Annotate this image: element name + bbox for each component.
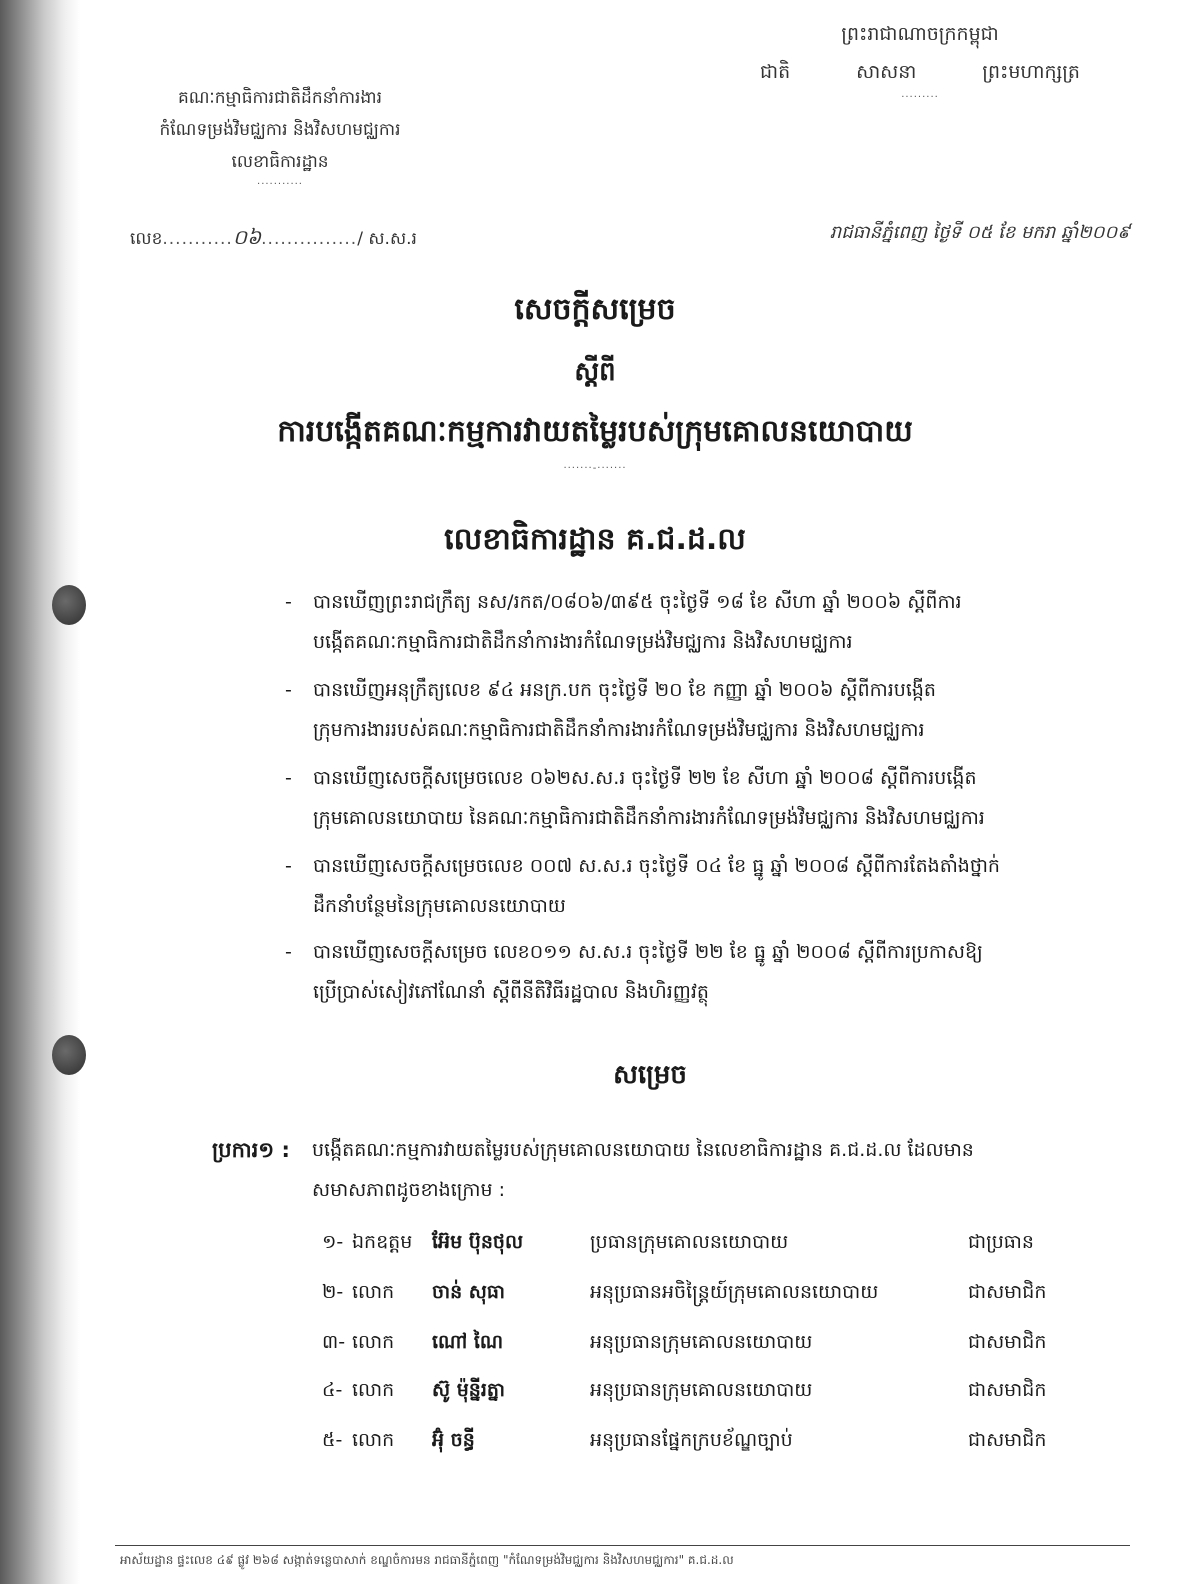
member-position: អនុប្រធានផ្នែកក្របខ័ណ្ឌច្បាប់ (590, 1429, 793, 1451)
member-title: លោក (352, 1281, 395, 1303)
decides-heading: សម្រេច (613, 1060, 687, 1090)
consideration-5: - បានឃើញសេចក្តីសម្រេច លេខ០១១ ស.ស.រ ចុះថ្ងៃទី ២២ ខែ ធ្នូ ឆ្នាំ ២០០៨ ស្តីពីការប្រកាសឱ្យ ប្រើប្រាស់សៀវភៅណែនាំ ស្តីពីនីតិវិធីរដ្ឋបាល និងហិរញ្ញវត្ថុ (285, 941, 983, 1003)
member-title: លោក (352, 1429, 395, 1451)
date-line: រាជធានីភ្នំពេញ ថ្ងៃទី ០៥ ខែ មករា ឆ្នាំ២០០៩ (829, 222, 1130, 243)
member-name: ស៊ូ ម៉ុន្នីរត្នា (432, 1379, 505, 1401)
motto-nation: ជាតិ (760, 61, 791, 83)
member-role: ជាសមាជិក (968, 1379, 1047, 1401)
member-title: លោក (352, 1379, 395, 1401)
member-number: ៤- (322, 1379, 343, 1401)
reference-label: លេខ (130, 229, 163, 249)
decision-subject: ការបង្កើតគណៈកម្មការវាយតម្លៃរបស់ក្រុមគោលនយោបាយ (277, 414, 913, 449)
motto-divider: ········· (901, 92, 939, 103)
consideration-1: - បានឃើញព្រះរាជក្រឹត្យ នស/រកត/០៨០៦/៣៩៥ ចុះថ្ងៃទី ១៨ ខែ សីហា ឆ្នាំ ២០០៦ ស្តីពីការ បង្កើតគណៈកម្មាធិការជាតិដឹកនាំការងារកំណែទម្រង់វិមជ្ឈការ និងវិសហមជ្ឈការ (285, 591, 962, 653)
member-position: អនុប្រធានអចិន្ត្រៃយ៍ក្រុមគោលនយោបាយ (590, 1281, 879, 1303)
binding-shadow (0, 0, 80, 1584)
motto-king: ព្រះមហាក្សត្រ (982, 61, 1080, 83)
member-position: ប្រធានក្រុមគោលនយោបាយ (590, 1231, 789, 1253)
member-name: ណៅ ណៃ (432, 1331, 504, 1353)
footer-divider (115, 1545, 1130, 1546)
article-1-text (312, 1130, 1102, 1210)
article-1-line2: សមាសភាពដូចខាងក្រោម : (312, 1179, 505, 1201)
agency-divider: ··········· (257, 179, 303, 190)
reference-number: លេខ...........០៦.............../ ស.ស.រ (130, 225, 417, 249)
member-role: ជាសមាជិក (968, 1281, 1047, 1303)
member-number: ៥- (322, 1429, 343, 1451)
agency-line2: កំណែទម្រង់វិមជ្ឈការ និងវិសហមជ្ឈការ (159, 120, 401, 140)
reference-suffix: / ស.ស.រ (357, 229, 417, 249)
member-role: ជាសមាជិក (968, 1331, 1047, 1353)
agency-line3: លេខាធិការដ្ឋាន (231, 152, 329, 172)
agency-line1: គណៈកម្មាធិការជាតិដឹកនាំការងារ (178, 88, 382, 108)
consideration-4: - បានឃើញសេចក្តីសម្រេចលេខ ០០៧ ស.ស.រ ចុះថ្ងៃទី ០៤ ខែ ធ្នូ ឆ្នាំ ២០០៨ ស្តីពីការតែងតាំងថ្នាក់ ដឹកនាំបន្ថែមនៃក្រុមគោលនយោបាយ (285, 855, 1000, 917)
decision-about: ស្តីពី (574, 357, 616, 387)
member-role: ជាសមាជិក (968, 1429, 1047, 1451)
consideration-2: - បានឃើញអនុក្រឹត្យលេខ ៩៤ អនក្រ.បក ចុះថ្ងៃទី ២០ ខែ កញ្ញា ឆ្នាំ ២០០៦ ស្តីពីការបង្កើត ក្រុមការងាររបស់គណៈកម្មាធិការជាតិដឹកនាំការងារកំណែទម្រង់វិមជ្ឈការ និងវិសហមជ្ឈការ (285, 679, 936, 741)
member-number: ១- (322, 1231, 344, 1253)
agency-header (120, 82, 440, 192)
motto (760, 60, 1080, 88)
kingdom-header (760, 22, 1080, 103)
member-position: អនុប្រធានក្រុមគោលនយោបាយ (590, 1331, 813, 1353)
member-number: ៣- (322, 1331, 346, 1353)
member-role: ជាប្រធាន (968, 1231, 1034, 1253)
reference-value: ០៦ (232, 225, 262, 249)
footer-address: អាស័យដ្ឋាន ផ្ទះលេខ ៤៩ ផ្លូវ ២៦៨ សង្កាត់ទន្លេបាសាក់ ខណ្ឌចំការមន រាជធានីភ្នំពេញ "កំណែទម្រង់វិមជ្ឈការ និងវិសហមជ្ឈការ" គ.ជ.ដ.ល (120, 1553, 734, 1567)
member-number: ២- (322, 1281, 344, 1303)
member-name: អ៊ុំ ចន្ធី (432, 1429, 475, 1451)
member-name: ចាន់ សុធា (432, 1281, 505, 1303)
article-1-line1: បង្កើតគណៈកម្មការវាយតម្លៃរបស់ក្រុមគោលនយោបាយ នៃលេខាធិការដ្ឋាន គ.ជ.ដ.ល ដែលមាន (312, 1139, 974, 1161)
member-name: អ៊ែម ប៊ុនថុល (432, 1231, 524, 1253)
consideration-3: - បានឃើញសេចក្តីសម្រេចលេខ ០៦២ស.ស.រ ចុះថ្ងៃទី ២២ ខែ សីហា ឆ្នាំ ២០០៨ ស្តីពីការបង្កើត ក្រុមគោលនយោបាយ នៃគណៈកម្មាធិការជាតិដឹកនាំការងារកំណែទម្រង់វិមជ្ឈការ និងវិសហមជ្ឈការ (285, 767, 985, 829)
motto-religion: សាសនា (856, 61, 917, 83)
member-title: លោក (352, 1331, 395, 1353)
member-position: អនុប្រធានក្រុមគោលនយោបាយ (590, 1379, 813, 1401)
issuer-heading: លេខាធិការដ្ឋាន គ.ជ.ដ.ល (444, 522, 746, 557)
article-1-label: ប្រការ១ : (212, 1138, 290, 1162)
subject-divider: ·······-······· (563, 463, 627, 474)
decision-title: សេចក្តីសម្រេច (514, 292, 676, 327)
punch-hole-top (52, 585, 86, 625)
kingdom-name: ព្រះរាជាណាចក្រកម្ពុជា (841, 23, 999, 45)
member-title: ឯកឧត្តម (352, 1231, 413, 1253)
